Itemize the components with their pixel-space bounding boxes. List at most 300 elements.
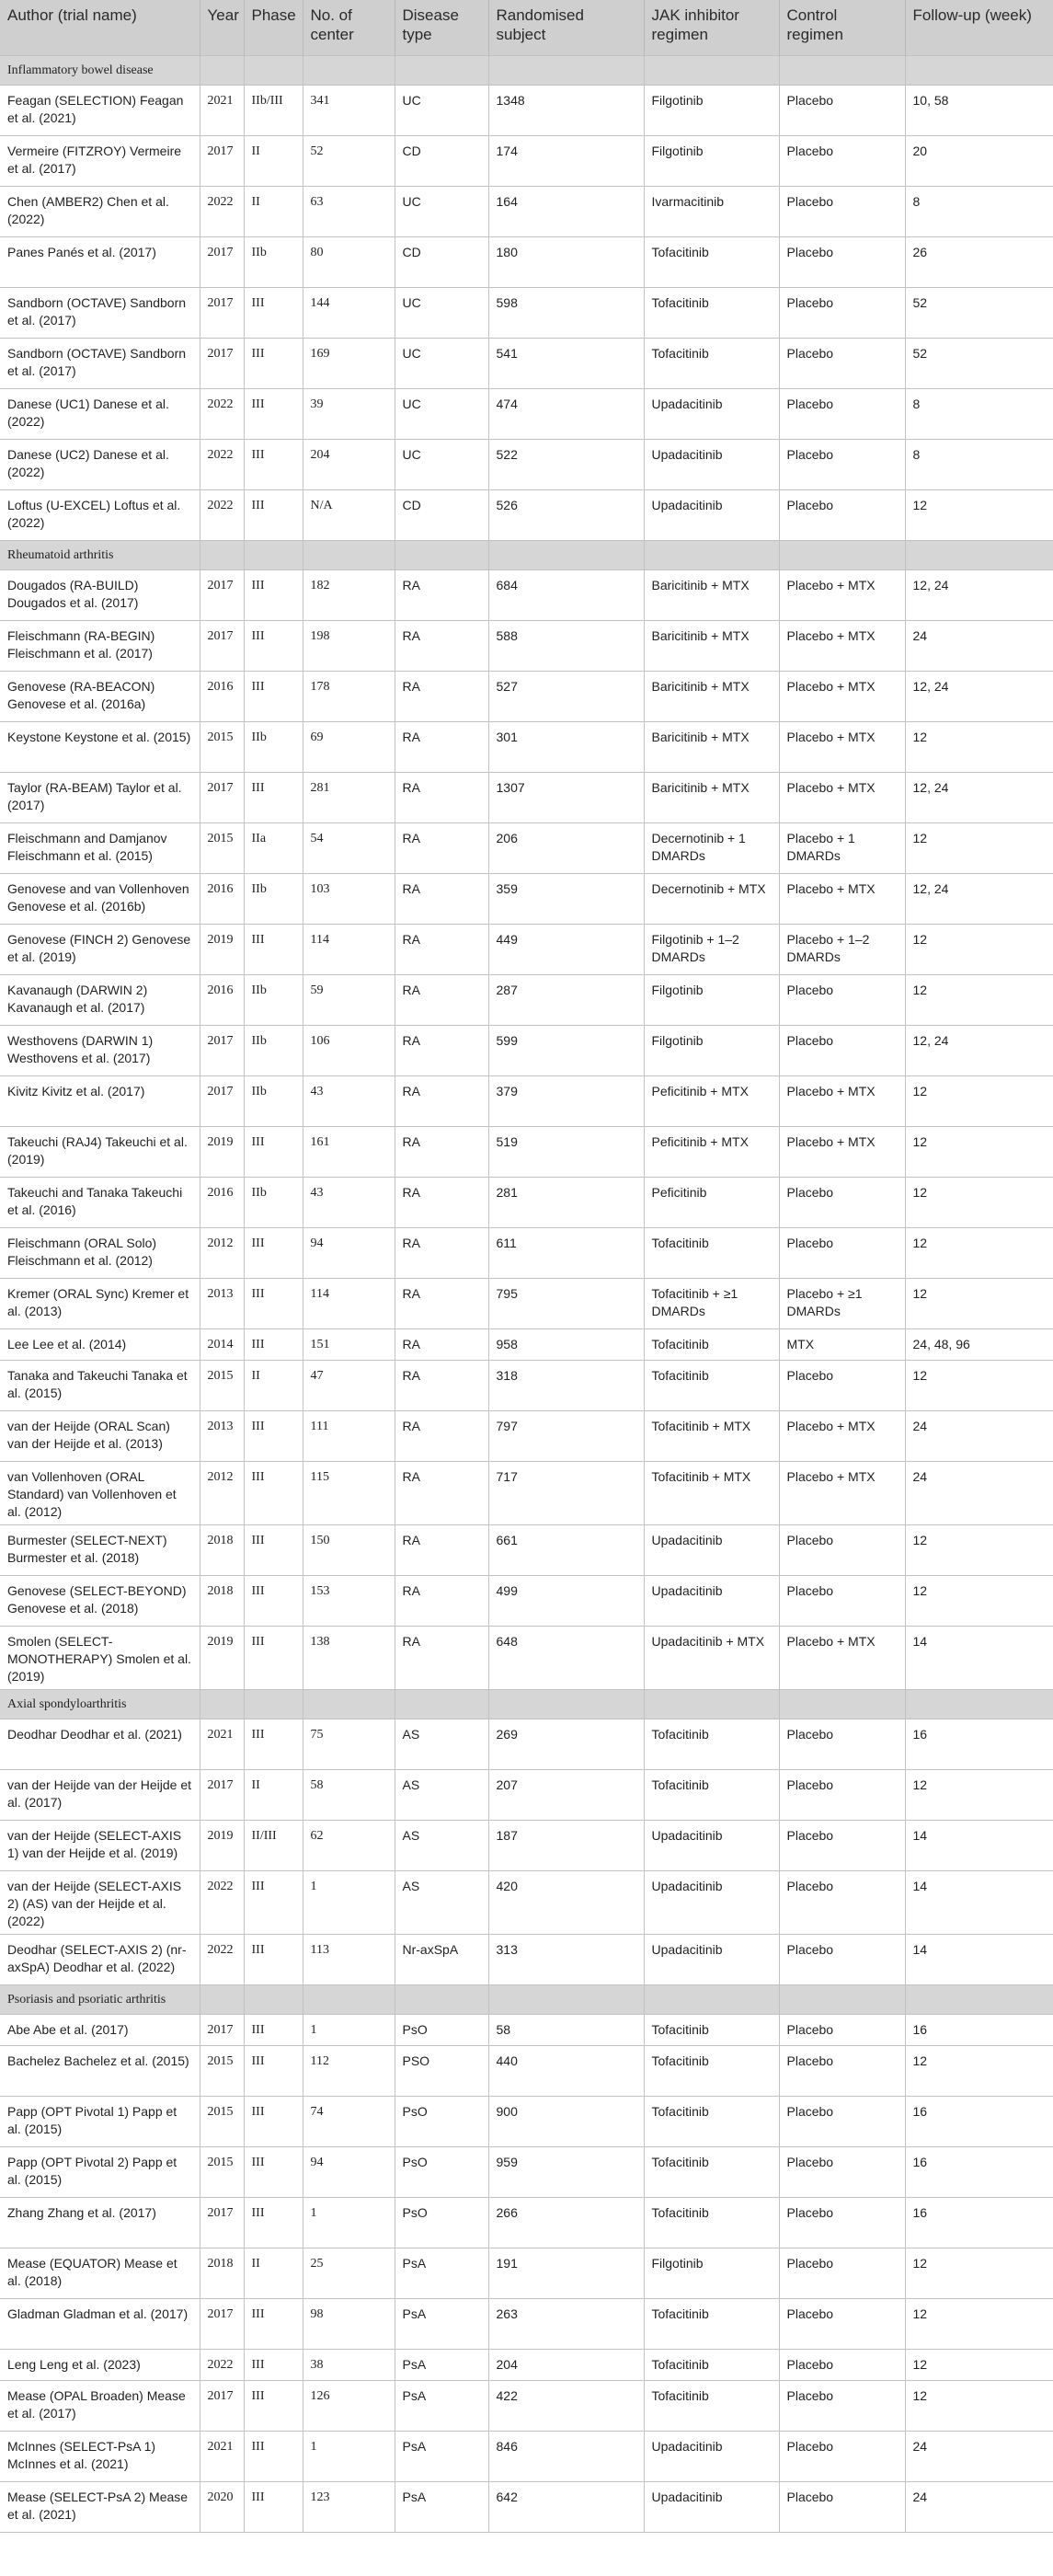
subjects-cell: 266: [488, 2197, 644, 2248]
follow-up-cell: 20: [905, 135, 1053, 186]
phase-cell: III: [244, 2380, 303, 2431]
disease-type-cell: AS: [395, 1870, 488, 1934]
section-spacer-cell: [905, 540, 1053, 569]
table-row: [0, 671, 1053, 721]
author-cell: Tanaka and Takeuchi Tanaka et al. (2015): [0, 1360, 200, 1410]
jak-regimen-cell: Tofacitinib: [644, 1719, 779, 1769]
disease-type-cell: RA: [395, 1410, 488, 1461]
year-cell: 2015: [200, 2045, 244, 2096]
disease-type-cell: RA: [395, 1524, 488, 1575]
disease-type-cell: CD: [395, 489, 488, 540]
section-spacer-cell: [244, 1984, 303, 2014]
disease-type-cell: PsA: [395, 2431, 488, 2481]
author-cell: Keystone Keystone et al. (2015): [0, 721, 200, 772]
control-regimen-cell: Placebo: [779, 2481, 905, 2532]
phase-cell: III: [244, 924, 303, 974]
table-row: [0, 1934, 1053, 1984]
control-regimen-cell: Placebo: [779, 2380, 905, 2431]
jak-regimen-cell: Tofacitinib: [644, 2146, 779, 2197]
jak-regimen-cell: Ivarmacitinib: [644, 186, 779, 236]
section-spacer-cell: [395, 540, 488, 569]
control-regimen-cell: Placebo: [779, 439, 905, 489]
disease-type-cell: PsA: [395, 2248, 488, 2298]
section-spacer-cell: [488, 540, 644, 569]
phase-cell: III: [244, 287, 303, 338]
jak-regimen-cell: Upadacitinib: [644, 1870, 779, 1934]
centers-cell: 62: [303, 1820, 395, 1870]
jak-regimen-cell: Tofacitinib: [644, 2096, 779, 2146]
header-centers: No. of center: [303, 0, 395, 55]
control-regimen-cell: Placebo: [779, 1934, 905, 1984]
year-cell: 2017: [200, 772, 244, 822]
phase-cell: III: [244, 1328, 303, 1360]
control-regimen-cell: Placebo: [779, 236, 905, 287]
section-spacer-cell: [488, 1689, 644, 1719]
phase-cell: II: [244, 1360, 303, 1410]
author-cell: Lee Lee et al. (2014): [0, 1328, 200, 1360]
centers-cell: 43: [303, 1075, 395, 1126]
control-regimen-cell: Placebo: [779, 489, 905, 540]
year-cell: 2014: [200, 1328, 244, 1360]
table-row: [0, 338, 1053, 388]
centers-cell: 94: [303, 2146, 395, 2197]
table-row: [0, 1025, 1053, 1075]
author-cell: Sandborn (OCTAVE) Sandborn et al. (2017): [0, 287, 200, 338]
section-spacer-cell: [244, 1689, 303, 1719]
follow-up-cell: 8: [905, 186, 1053, 236]
centers-cell: 126: [303, 2380, 395, 2431]
year-cell: 2017: [200, 338, 244, 388]
phase-cell: IIb: [244, 1025, 303, 1075]
control-regimen-cell: Placebo: [779, 135, 905, 186]
control-regimen-cell: Placebo: [779, 974, 905, 1025]
year-cell: 2022: [200, 489, 244, 540]
centers-cell: 80: [303, 236, 395, 287]
section-row: [0, 1689, 1053, 1719]
year-cell: 2017: [200, 1769, 244, 1820]
control-regimen-cell: Placebo + MTX: [779, 569, 905, 620]
author-cell: Smolen (SELECT-MONOTHERAPY) Smolen et al. (2019): [0, 1626, 200, 1689]
jak-regimen-cell: Tofacitinib: [644, 2045, 779, 2096]
centers-cell: 182: [303, 569, 395, 620]
follow-up-cell: 16: [905, 2014, 1053, 2045]
subjects-cell: 519: [488, 1126, 644, 1177]
centers-cell: 38: [303, 2349, 395, 2380]
phase-cell: II/III: [244, 1820, 303, 1870]
jak-regimen-cell: Upadacitinib: [644, 489, 779, 540]
subjects-cell: 642: [488, 2481, 644, 2532]
jak-regimen-cell: Upadacitinib: [644, 1524, 779, 1575]
control-regimen-cell: Placebo: [779, 1870, 905, 1934]
header-year: Year: [200, 0, 244, 55]
header-phase: Phase: [244, 0, 303, 55]
year-cell: 2013: [200, 1410, 244, 1461]
follow-up-cell: 16: [905, 2096, 1053, 2146]
section-spacer-cell: [779, 1984, 905, 2014]
section-spacer-cell: [244, 540, 303, 569]
jak-regimen-cell: Peficitinib: [644, 1177, 779, 1227]
centers-cell: 281: [303, 772, 395, 822]
disease-type-cell: RA: [395, 671, 488, 721]
centers-cell: 98: [303, 2298, 395, 2349]
jak-regimen-cell: Upadacitinib: [644, 2431, 779, 2481]
table-row: [0, 2431, 1053, 2481]
follow-up-cell: 12: [905, 1227, 1053, 1278]
author-cell: Bachelez Bachelez et al. (2015): [0, 2045, 200, 2096]
jak-regimen-cell: Tofacitinib + MTX: [644, 1410, 779, 1461]
centers-cell: 69: [303, 721, 395, 772]
follow-up-cell: 12: [905, 2248, 1053, 2298]
section-spacer-cell: [200, 1984, 244, 2014]
control-regimen-cell: Placebo + 1 DMARDs: [779, 822, 905, 873]
centers-cell: 75: [303, 1719, 395, 1769]
disease-type-cell: AS: [395, 1719, 488, 1769]
centers-cell: 47: [303, 1360, 395, 1410]
author-cell: van der Heijde (ORAL Scan) van der Heijde et al. (2013): [0, 1410, 200, 1461]
follow-up-cell: 8: [905, 388, 1053, 439]
year-cell: 2019: [200, 1626, 244, 1689]
author-cell: van Vollenhoven (ORAL Standard) van Vollenhoven et al. (2012): [0, 1461, 200, 1524]
follow-up-cell: 8: [905, 439, 1053, 489]
subjects-cell: 648: [488, 1626, 644, 1689]
control-regimen-cell: Placebo: [779, 388, 905, 439]
control-regimen-cell: Placebo + MTX: [779, 1410, 905, 1461]
year-cell: 2015: [200, 1360, 244, 1410]
disease-type-cell: RA: [395, 1126, 488, 1177]
author-cell: Kavanaugh (DARWIN 2) Kavanaugh et al. (2017): [0, 974, 200, 1025]
control-regimen-cell: Placebo + MTX: [779, 873, 905, 924]
year-cell: 2012: [200, 1461, 244, 1524]
centers-cell: 43: [303, 1177, 395, 1227]
centers-cell: 138: [303, 1626, 395, 1689]
follow-up-cell: 12: [905, 822, 1053, 873]
year-cell: 2017: [200, 620, 244, 671]
disease-type-cell: RA: [395, 1177, 488, 1227]
year-cell: 2013: [200, 1278, 244, 1328]
disease-type-cell: RA: [395, 1025, 488, 1075]
section-spacer-cell: [395, 1984, 488, 2014]
subjects-cell: 379: [488, 1075, 644, 1126]
jak-regimen-cell: Peficitinib + MTX: [644, 1126, 779, 1177]
follow-up-cell: 12: [905, 2045, 1053, 2096]
year-cell: 2017: [200, 135, 244, 186]
jak-regimen-cell: Upadacitinib: [644, 1575, 779, 1626]
follow-up-cell: 12: [905, 2380, 1053, 2431]
subjects-cell: 958: [488, 1328, 644, 1360]
follow-up-cell: 12: [905, 1360, 1053, 1410]
disease-type-cell: PsO: [395, 2146, 488, 2197]
disease-type-cell: Nr-axSpA: [395, 1934, 488, 1984]
jak-regimen-cell: Upadacitinib: [644, 1820, 779, 1870]
author-cell: McInnes (SELECT-PsA 1) McInnes et al. (2021): [0, 2431, 200, 2481]
subjects-cell: 526: [488, 489, 644, 540]
table-row: [0, 2014, 1053, 2045]
year-cell: 2020: [200, 2481, 244, 2532]
disease-type-cell: RA: [395, 924, 488, 974]
control-regimen-cell: Placebo: [779, 287, 905, 338]
follow-up-cell: 16: [905, 2146, 1053, 2197]
follow-up-cell: 12: [905, 2349, 1053, 2380]
section-title: Inflammatory bowel disease: [0, 55, 200, 85]
header-jak-regimen: JAK inhibitor regimen: [644, 0, 779, 55]
jak-regimen-cell: Tofacitinib: [644, 2349, 779, 2380]
control-regimen-cell: Placebo: [779, 2431, 905, 2481]
subjects-cell: 269: [488, 1719, 644, 1769]
section-spacer-cell: [200, 540, 244, 569]
header-follow-up: Follow-up (week): [912, 6, 1032, 24]
section-spacer-cell: [303, 55, 395, 85]
jak-regimen-cell: Tofacitinib: [644, 236, 779, 287]
disease-type-cell: UC: [395, 287, 488, 338]
table-row: [0, 1719, 1053, 1769]
section-spacer-cell: [488, 55, 644, 85]
phase-cell: IIb: [244, 236, 303, 287]
phase-cell: II: [244, 186, 303, 236]
subjects-cell: 588: [488, 620, 644, 671]
author-cell: Genovese (FINCH 2) Genovese et al. (2019): [0, 924, 200, 974]
disease-type-cell: RA: [395, 1227, 488, 1278]
follow-up-cell: 12: [905, 1575, 1053, 1626]
table-row: [0, 2146, 1053, 2197]
follow-up-cell: 16: [905, 1719, 1053, 1769]
subjects-cell: 191: [488, 2248, 644, 2298]
author-cell: Genovese (RA-BEACON) Genovese et al. (2016a): [0, 671, 200, 721]
centers-cell: 63: [303, 186, 395, 236]
centers-cell: 58: [303, 1769, 395, 1820]
control-regimen-cell: Placebo: [779, 186, 905, 236]
centers-cell: 52: [303, 135, 395, 186]
author-cell: Gladman Gladman et al. (2017): [0, 2298, 200, 2349]
control-regimen-cell: Placebo: [779, 2146, 905, 2197]
header-disease-type: Disease type: [395, 0, 488, 55]
follow-up-cell: 14: [905, 1820, 1053, 1870]
disease-type-cell: PsO: [395, 2197, 488, 2248]
author-cell: Mease (OPAL Broaden) Mease et al. (2017): [0, 2380, 200, 2431]
disease-type-cell: PsO: [395, 2014, 488, 2045]
table-row: [0, 620, 1053, 671]
disease-type-cell: RA: [395, 873, 488, 924]
year-cell: 2017: [200, 287, 244, 338]
subjects-cell: 598: [488, 287, 644, 338]
subjects-cell: 846: [488, 2431, 644, 2481]
jak-regimen-cell: Tofacitinib: [644, 287, 779, 338]
phase-cell: III: [244, 1461, 303, 1524]
author-cell: Mease (EQUATOR) Mease et al. (2018): [0, 2248, 200, 2298]
follow-up-cell: 12: [905, 1075, 1053, 1126]
jak-regimen-cell: Upadacitinib: [644, 2481, 779, 2532]
year-cell: 2022: [200, 1870, 244, 1934]
year-cell: 2022: [200, 1934, 244, 1984]
author-cell: Deodhar Deodhar et al. (2021): [0, 1719, 200, 1769]
table-row: [0, 439, 1053, 489]
header-randomised-subject: Randomised subject: [488, 0, 644, 55]
year-cell: 2017: [200, 2298, 244, 2349]
control-regimen-cell: Placebo: [779, 1524, 905, 1575]
disease-type-cell: UC: [395, 85, 488, 135]
disease-type-cell: CD: [395, 135, 488, 186]
subjects-cell: 318: [488, 1360, 644, 1410]
subjects-cell: 527: [488, 671, 644, 721]
section-spacer-cell: [200, 55, 244, 85]
disease-type-cell: UC: [395, 388, 488, 439]
control-regimen-cell: Placebo: [779, 1820, 905, 1870]
follow-up-cell: 12: [905, 1278, 1053, 1328]
section-spacer-cell: [644, 55, 779, 85]
follow-up-cell: 12, 24: [905, 569, 1053, 620]
year-cell: 2019: [200, 924, 244, 974]
phase-cell: II: [244, 2248, 303, 2298]
subjects-cell: 263: [488, 2298, 644, 2349]
table-row: [0, 2096, 1053, 2146]
centers-cell: 112: [303, 2045, 395, 2096]
centers-cell: 1: [303, 2014, 395, 2045]
control-regimen-cell: Placebo + MTX: [779, 1626, 905, 1689]
phase-cell: III: [244, 1126, 303, 1177]
jak-regimen-cell: Decernotinib + MTX: [644, 873, 779, 924]
disease-type-cell: RA: [395, 1575, 488, 1626]
subjects-cell: 420: [488, 1870, 644, 1934]
jak-regimen-cell: Filgotinib + 1–2 DMARDs: [644, 924, 779, 974]
jak-regimen-cell: Tofacitinib: [644, 2380, 779, 2431]
jak-regimen-cell: Filgotinib: [644, 135, 779, 186]
section-spacer-cell: [644, 1689, 779, 1719]
author-cell: Burmester (SELECT-NEXT) Burmester et al. (2018): [0, 1524, 200, 1575]
section-title: Rheumatoid arthritis: [0, 540, 200, 569]
table-row: [0, 1524, 1053, 1575]
centers-cell: 113: [303, 1934, 395, 1984]
table-row: [0, 85, 1053, 135]
follow-up-cell: 12: [905, 2298, 1053, 2349]
year-cell: 2021: [200, 85, 244, 135]
header-author: Author (trial name): [0, 0, 200, 55]
phase-cell: III: [244, 2146, 303, 2197]
section-spacer-cell: [905, 1689, 1053, 1719]
section-title: Axial spondyloarthritis: [0, 1689, 200, 1719]
phase-cell: III: [244, 1870, 303, 1934]
control-regimen-cell: Placebo: [779, 1025, 905, 1075]
header-control-regimen: Control regimen: [779, 0, 905, 55]
centers-cell: 106: [303, 1025, 395, 1075]
follow-up-cell: 12: [905, 1524, 1053, 1575]
centers-cell: 39: [303, 388, 395, 439]
section-spacer-cell: [905, 1984, 1053, 2014]
author-cell: van der Heijde van der Heijde et al. (2017): [0, 1769, 200, 1820]
section-spacer-cell: [303, 1689, 395, 1719]
follow-up-cell: 12, 24: [905, 671, 1053, 721]
table-row: [0, 721, 1053, 772]
jak-regimen-cell: Tofacitinib: [644, 2197, 779, 2248]
table-row: [0, 2481, 1053, 2532]
control-regimen-cell: Placebo: [779, 1769, 905, 1820]
follow-up-cell: 24: [905, 620, 1053, 671]
table-row: [0, 1575, 1053, 1626]
table-row: [0, 974, 1053, 1025]
section-row: [0, 1984, 1053, 2014]
phase-cell: III: [244, 2096, 303, 2146]
year-cell: 2017: [200, 569, 244, 620]
disease-type-cell: RA: [395, 772, 488, 822]
centers-cell: 114: [303, 1278, 395, 1328]
subjects-cell: 187: [488, 1820, 644, 1870]
table-row: [0, 822, 1053, 873]
phase-cell: III: [244, 1278, 303, 1328]
table-row: [0, 1075, 1053, 1126]
centers-cell: 169: [303, 338, 395, 388]
subjects-cell: 795: [488, 1278, 644, 1328]
jak-regimen-cell: Baricitinib + MTX: [644, 671, 779, 721]
section-spacer-cell: [244, 55, 303, 85]
centers-cell: 150: [303, 1524, 395, 1575]
disease-type-cell: PSO: [395, 2045, 488, 2096]
centers-cell: 198: [303, 620, 395, 671]
control-regimen-cell: Placebo: [779, 85, 905, 135]
follow-up-cell: 14: [905, 1934, 1053, 1984]
table-row: [0, 1126, 1053, 1177]
subjects-cell: 474: [488, 388, 644, 439]
year-cell: 2015: [200, 2096, 244, 2146]
header-row: [0, 0, 1053, 55]
subjects-cell: 440: [488, 2045, 644, 2096]
subjects-cell: 661: [488, 1524, 644, 1575]
year-cell: 2016: [200, 974, 244, 1025]
year-cell: 2022: [200, 388, 244, 439]
control-regimen-cell: MTX: [779, 1328, 905, 1360]
subjects-cell: 499: [488, 1575, 644, 1626]
control-regimen-cell: Placebo: [779, 338, 905, 388]
author-cell: van der Heijde (SELECT-AXIS 2) (AS) van der Heijde et al. (2022): [0, 1870, 200, 1934]
disease-type-cell: RA: [395, 822, 488, 873]
follow-up-cell: 12: [905, 974, 1053, 1025]
disease-type-cell: RA: [395, 1626, 488, 1689]
table-row: [0, 873, 1053, 924]
author-cell: Vermeire (FITZROY) Vermeire et al. (2017): [0, 135, 200, 186]
section-spacer-cell: [303, 1984, 395, 2014]
phase-cell: IIb: [244, 974, 303, 1025]
jak-regimen-cell: Filgotinib: [644, 974, 779, 1025]
follow-up-cell: 12: [905, 489, 1053, 540]
disease-type-cell: PsA: [395, 2298, 488, 2349]
centers-cell: 1: [303, 2431, 395, 2481]
phase-cell: IIa: [244, 822, 303, 873]
control-regimen-cell: Placebo: [779, 2014, 905, 2045]
follow-up-cell: 24: [905, 1410, 1053, 1461]
disease-type-cell: AS: [395, 1769, 488, 1820]
follow-up-cell: 12: [905, 721, 1053, 772]
section-row: [0, 540, 1053, 569]
phase-cell: IIb/III: [244, 85, 303, 135]
subjects-cell: 717: [488, 1461, 644, 1524]
control-regimen-cell: Placebo + MTX: [779, 772, 905, 822]
table-row: [0, 1870, 1053, 1934]
centers-cell: 144: [303, 287, 395, 338]
follow-up-cell: 14: [905, 1870, 1053, 1934]
follow-up-cell: 12: [905, 924, 1053, 974]
table-body: [0, 55, 1053, 2532]
centers-cell: 341: [303, 85, 395, 135]
year-cell: 2015: [200, 721, 244, 772]
control-regimen-cell: Placebo + MTX: [779, 620, 905, 671]
phase-cell: III: [244, 439, 303, 489]
author-cell: Fleischmann and Damjanov Fleischmann et al. (2015): [0, 822, 200, 873]
phase-cell: III: [244, 489, 303, 540]
subjects-cell: 58: [488, 2014, 644, 2045]
centers-cell: 1: [303, 2197, 395, 2248]
centers-cell: 74: [303, 2096, 395, 2146]
follow-up-cell: 12, 24: [905, 873, 1053, 924]
author-cell: Chen (AMBER2) Chen et al. (2022): [0, 186, 200, 236]
table-row: [0, 1177, 1053, 1227]
control-regimen-cell: Placebo: [779, 1227, 905, 1278]
